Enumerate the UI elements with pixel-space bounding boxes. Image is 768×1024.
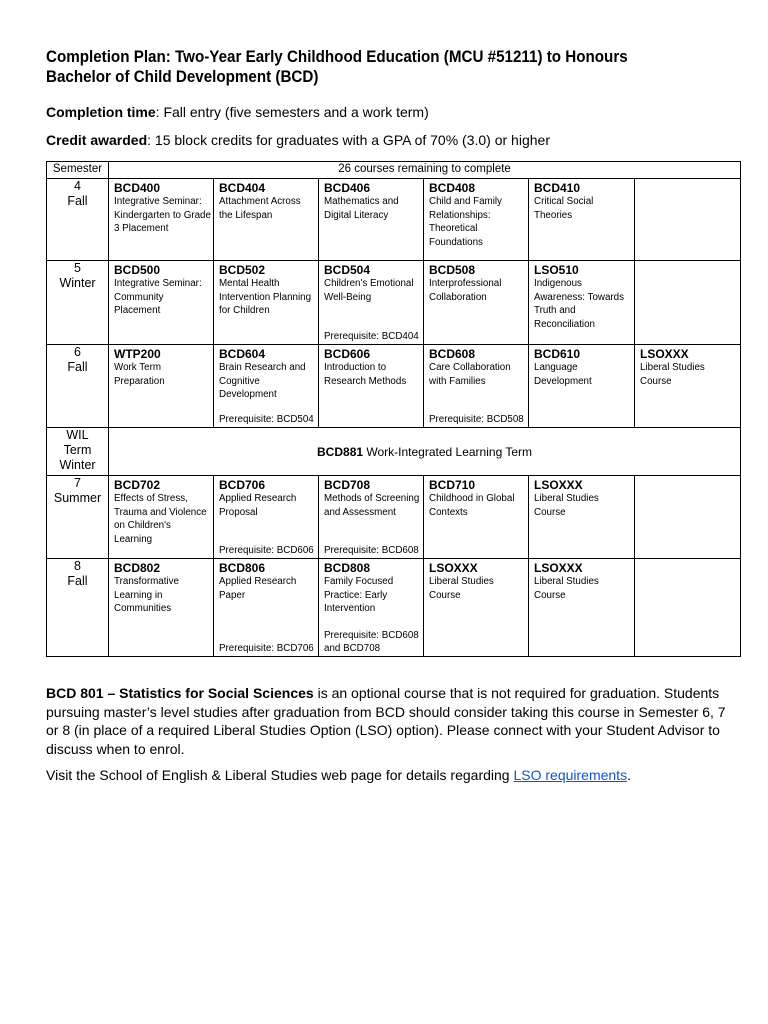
- course-name: Liberal Studies Course: [534, 493, 599, 518]
- semester-label: 8 Fall: [47, 559, 109, 657]
- course-cell: [424, 261, 529, 345]
- course-code: BCD802: [114, 561, 161, 575]
- course-cell: [109, 261, 214, 345]
- course-code: BCD708: [324, 478, 371, 492]
- table-row: [47, 345, 741, 428]
- course-prerequisite: Prerequisite: BCD504: [219, 414, 314, 425]
- course-name: Liberal Studies Course: [640, 362, 705, 387]
- course-cell: [214, 261, 319, 345]
- course-name: Care Collaboration with Families: [429, 362, 511, 387]
- completion-time-line: [46, 104, 429, 121]
- course-cell: [635, 476, 741, 559]
- course-name: Critical Social Theories: [534, 196, 594, 221]
- credit-awarded-label: Credit awarded: [46, 132, 148, 148]
- course-cell: [109, 345, 214, 428]
- course-code: LSO510: [534, 263, 579, 277]
- lso-visit-note: [46, 766, 726, 785]
- course-cell: [109, 179, 214, 261]
- credit-awarded-line: [46, 132, 550, 149]
- course-cell: [529, 345, 635, 428]
- course-name: Work-Integrated Learning Term: [363, 444, 533, 459]
- semester-label: WIL Term Winter: [47, 428, 109, 476]
- course-name: Introduction to Research Methods: [324, 362, 407, 387]
- course-prerequisite: Prerequisite: BCD404: [324, 331, 419, 342]
- course-name: Language Development: [534, 362, 592, 387]
- course-cell: [109, 476, 214, 559]
- course-name: Mathematics and Digital Literacy: [324, 196, 399, 221]
- course-code: BCD400: [114, 181, 161, 195]
- course-prerequisite: Prerequisite: BCD608: [324, 545, 419, 556]
- semester-header: Semester: [47, 162, 109, 179]
- courses-remaining-header: 26 courses remaining to complete: [109, 162, 741, 179]
- course-name: Methods of Screening and Assessment: [324, 493, 420, 518]
- course-prerequisite: Prerequisite: BCD706: [219, 643, 314, 654]
- course-name: Childhood in Global Contexts: [429, 493, 515, 518]
- course-code: BCD808: [324, 561, 371, 575]
- course-code: BCD806: [219, 561, 266, 575]
- wil-term-cell: [109, 428, 741, 476]
- course-cell: [529, 261, 635, 345]
- course-name: Interprofessional Collaboration: [429, 278, 502, 303]
- course-code: BCD500: [114, 263, 161, 277]
- course-cell: [635, 261, 741, 345]
- course-code: BCD610: [534, 347, 581, 361]
- course-name: Attachment Across the Lifespan: [219, 196, 301, 221]
- course-name: Effects of Stress, Trauma and Violence on Children's Learning: [114, 493, 207, 545]
- course-name: Children's Emotional Well-Being: [324, 278, 414, 303]
- course-code: LSOXXX: [534, 561, 583, 575]
- course-name: Applied Research Proposal: [219, 493, 297, 518]
- course-code: BCD502: [219, 263, 266, 277]
- course-prerequisite: Prerequisite: BCD608 and BCD708: [324, 630, 419, 654]
- course-code: BCD410: [534, 181, 581, 195]
- course-name: Brain Research and Cognitive Development: [219, 362, 306, 400]
- course-cell: [214, 559, 319, 657]
- course-cell: [424, 476, 529, 559]
- course-name: Applied Research Paper: [219, 576, 297, 601]
- course-cell: [529, 476, 635, 559]
- visit-end: .: [627, 767, 631, 783]
- course-cell: [109, 559, 214, 657]
- optional-course-note: [46, 684, 726, 758]
- course-code: BCD608: [429, 347, 476, 361]
- semester-label: 6 Fall: [47, 345, 109, 428]
- course-cell: [319, 476, 424, 559]
- course-cell: [319, 261, 424, 345]
- course-name: Integrative Seminar: Community Placement: [114, 278, 202, 316]
- semester-label: 7 Summer: [47, 476, 109, 559]
- table-row: [47, 476, 741, 559]
- optional-course-text: is an optional course that is not required for graduation. Students pursuing master’s level studies after graduation from BCD should consider taking this course in Semester 6, 7 or 8 (in place of a required Liberal Studies Option (LSO) option). Please connect with your Student Advisor to discuss when to enrol.: [46, 685, 726, 757]
- course-code: WTP200: [114, 347, 161, 361]
- table-row: [47, 559, 741, 657]
- course-code: BCD604: [219, 347, 266, 361]
- course-name: Mental Health Intervention Planning for Children: [219, 278, 312, 316]
- course-cell: [529, 559, 635, 657]
- course-code: LSOXXX: [640, 347, 689, 361]
- course-cell: [319, 345, 424, 428]
- course-code: BCD408: [429, 181, 476, 195]
- course-name: Transformative Learning in Communities: [114, 576, 179, 614]
- semester-label: 5 Winter: [47, 261, 109, 345]
- visit-text: Visit the School of English & Liberal Studies web page for details regarding: [46, 767, 514, 783]
- course-name: Work Term Preparation: [114, 362, 165, 387]
- course-name: Family Focused Practice: Early Intervention: [324, 576, 394, 614]
- completion-time-label: Completion time: [46, 104, 156, 120]
- course-cell: [529, 179, 635, 261]
- course-cell: [214, 345, 319, 428]
- course-code: BCD710: [429, 478, 476, 492]
- course-name: Integrative Seminar: Kindergarten to Grade 3 Placement: [114, 196, 211, 234]
- course-name: Liberal Studies Course: [534, 576, 599, 601]
- course-cell: [424, 179, 529, 261]
- course-prerequisite: Prerequisite: BCD606: [219, 545, 314, 556]
- course-code: LSOXXX: [534, 478, 583, 492]
- course-cell: [214, 179, 319, 261]
- table-row-wil: [47, 428, 741, 476]
- course-code: LSOXXX: [429, 561, 478, 575]
- course-code: BCD881: [317, 444, 364, 459]
- course-cell: [424, 345, 529, 428]
- course-cell: [635, 345, 741, 428]
- optional-course-title: BCD 801 – Statistics for Social Sciences: [46, 685, 314, 701]
- course-name: Child and Family Relationships: Theoretical Foundations: [429, 196, 502, 248]
- course-cell: [635, 559, 741, 657]
- course-cell: [214, 476, 319, 559]
- course-code: BCD504: [324, 263, 371, 277]
- table-row: [47, 261, 741, 345]
- completion-time-value: : Fall entry (five semesters and a work term): [155, 104, 429, 120]
- course-code: BCD702: [114, 478, 161, 492]
- course-cell: [319, 179, 424, 261]
- course-code: BCD406: [324, 181, 371, 195]
- table-row: [47, 179, 741, 261]
- table-header-row: [47, 162, 741, 179]
- course-code: BCD606: [324, 347, 371, 361]
- credit-awarded-value: : 15 block credits for graduates with a GPA of 70% (3.0) or higher: [147, 132, 550, 148]
- course-cell: [635, 179, 741, 261]
- course-code: BCD404: [219, 181, 266, 195]
- course-prerequisite: Prerequisite: BCD508: [429, 414, 524, 425]
- completion-plan-table: [46, 161, 741, 657]
- course-cell: [319, 559, 424, 657]
- course-code: BCD508: [429, 263, 476, 277]
- course-name: Liberal Studies Course: [429, 576, 494, 601]
- course-cell: [424, 559, 529, 657]
- semester-label: 4 Fall: [47, 179, 109, 261]
- page-title: Completion Plan: Two-Year Early Childhood Education (MCU #51211) to Honours Bachelor of Child Development (BCD): [46, 48, 628, 86]
- course-name: Indigenous Awareness: Towards Truth and Reconciliation: [534, 278, 625, 330]
- course-code: BCD706: [219, 478, 266, 492]
- lso-requirements-link[interactable]: LSO requirements: [513, 767, 628, 783]
